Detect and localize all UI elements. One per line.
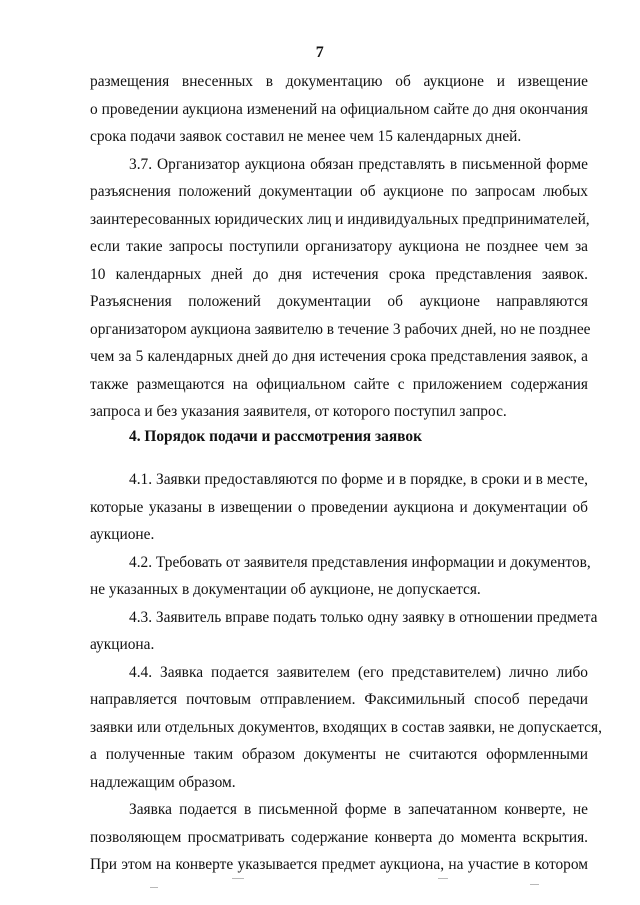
text-line: если такие запросы поступили организатору аукциона не позднее чем за [90,238,588,255]
text-line: аукциона. [90,636,155,653]
text-line: запроса и без указания заявителя, от которого поступил запрос. [90,403,507,420]
page-number: 7 [315,44,325,61]
text-line: надлежащим образом. [90,774,236,791]
text-line: а полученные таким образом документы не считаются оформленными [90,746,588,763]
scan-speck [150,887,158,888]
text-line: организатором аукциона заявителю в течение 3 рабочих дней, но не позднее [90,321,591,338]
section-heading: 4. Порядок подачи и рассмотрения заявок [129,428,422,445]
clause-4-3-first-line: 4.3. Заявитель вправе подать только одну заявку в отношении предмета [129,609,598,626]
text-line: разъяснения положений документации об аукционе по запросам любых [90,183,588,200]
clause-4-1-first-line: 4.1. Заявки предоставляются по форме и в порядке, в сроки и в месте, [129,471,588,488]
envelope-paragraph-first-line: Заявка подается в письменной форме в запечатанном конверте, не [129,801,588,818]
text-line: направляется почтовым отправлением. Факсимильный способ передачи [90,691,588,708]
text-line: Разъяснения положений документации об аукционе направляются [90,293,588,310]
text-line: При этом на конверте указывается предмет аукциона, на участие в котором [90,856,588,873]
text-line: заинтересованных юридических лиц и индивидуальных предпринимателей, [90,211,590,228]
text-line: заявки или отдельных документов, входящих в состав заявки, не допускается, [90,719,602,736]
clause-4-2-first-line: 4.2. Требовать от заявителя представления информации и документов, [129,554,591,571]
scan-speck [530,884,539,885]
text-line: также размещаются на официальном сайте с приложением содержания [90,376,588,393]
text-line: которые указаны в извещении о проведении аукциона и документации об [90,499,588,516]
scan-speck [232,878,244,879]
text-line: размещения внесенных в документацию об аукционе и извещение [90,73,588,90]
clause-3-7-first-line: 3.7. Организатор аукциона обязан представлять в письменной форме [129,156,588,173]
clause-4-4-first-line: 4.4. Заявка подается заявителем (его представителем) лично либо [129,664,588,681]
text-line: не указанных в документации об аукционе, не допускается. [90,581,481,598]
text-line: о проведении аукциона изменений на официальном сайте до дня окончания [90,101,588,118]
text-line: чем за 5 календарных дней до дня истечения срока представления заявок, а [90,348,588,365]
text-line: 10 календарных дней до дня истечения срока представления заявок. [90,266,588,283]
text-line: позволяющем просматривать содержание конверта до момента вскрытия. [90,829,588,846]
text-line: аукционе. [90,526,155,543]
text-line: срока подачи заявок составил не менее чем 15 календарных дней. [90,128,522,145]
scan-speck [438,878,448,879]
